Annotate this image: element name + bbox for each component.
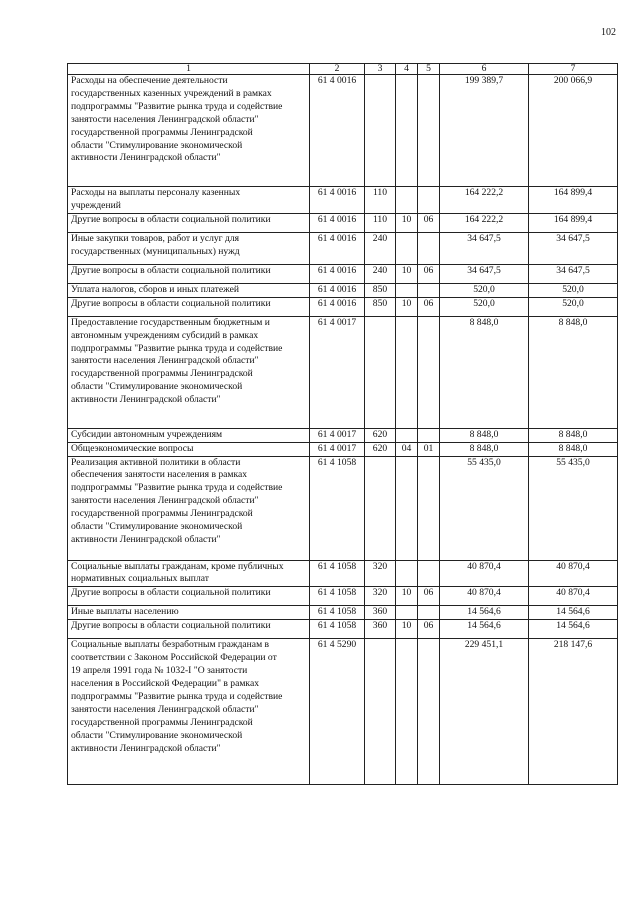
subsection-cell: [418, 560, 440, 587]
amount-year2-cell: 40 870,4: [529, 587, 618, 606]
expense-type-cell: 620: [365, 428, 396, 442]
column-header: 3: [365, 64, 396, 75]
subsection-cell: 06: [418, 587, 440, 606]
target-code-cell: 61 4 1058: [310, 606, 365, 620]
row-description: Другие вопросы в области социальной политики: [68, 620, 310, 639]
expense-type-cell: 320: [365, 587, 396, 606]
amount-year2-cell: 200 066,9: [529, 75, 618, 187]
row-description: Расходы на выплаты персоналу казенных учреждений: [68, 187, 310, 214]
table-row: [68, 560, 618, 587]
page-number: 102: [601, 27, 616, 38]
row-description: Другие вопросы в области социальной политики: [68, 264, 310, 283]
amount-year2-cell: 34 647,5: [529, 264, 618, 283]
section-cell: [396, 606, 418, 620]
row-description: Субсидии автономным учреждениям: [68, 428, 310, 442]
subsection-cell: [418, 187, 440, 214]
column-header: 5: [418, 64, 440, 75]
table-row: [68, 264, 618, 283]
target-code-cell: 61 4 0017: [310, 442, 365, 456]
amount-year1-cell: 14 564,6: [440, 620, 529, 639]
target-code-cell: 61 4 0016: [310, 75, 365, 187]
section-cell: [396, 232, 418, 264]
amount-year2-cell: 55 435,0: [529, 456, 618, 560]
amount-year2-cell: 520,0: [529, 283, 618, 297]
table-row: [68, 213, 618, 232]
section-cell: 04: [396, 442, 418, 456]
column-header: 4: [396, 64, 418, 75]
target-code-cell: 61 4 0016: [310, 213, 365, 232]
subsection-cell: [418, 283, 440, 297]
target-code-cell: 61 4 1058: [310, 456, 365, 560]
amount-year1-cell: 229 451,1: [440, 639, 529, 785]
section-cell: [396, 187, 418, 214]
table-row: [68, 442, 618, 456]
amount-year2-cell: 164 899,4: [529, 187, 618, 214]
target-code-cell: 61 4 1058: [310, 587, 365, 606]
target-code-cell: 61 4 0016: [310, 297, 365, 316]
expense-type-cell: 240: [365, 232, 396, 264]
column-header: 6: [440, 64, 529, 75]
subsection-cell: 01: [418, 442, 440, 456]
section-cell: 10: [396, 264, 418, 283]
amount-year1-cell: 8 848,0: [440, 442, 529, 456]
section-cell: [396, 639, 418, 785]
subsection-cell: [418, 316, 440, 428]
section-cell: 10: [396, 297, 418, 316]
subsection-cell: [418, 606, 440, 620]
target-code-cell: 61 4 0017: [310, 428, 365, 442]
expense-type-cell: [365, 639, 396, 785]
table-row: [68, 232, 618, 264]
table-row: [68, 639, 618, 785]
section-cell: [396, 283, 418, 297]
row-description: Реализация активной политики в области обеспечения занятости населения в рамках подпрограммы "Развитие рынка труда и содействие занятости населения Ленинградской области" государственной программы Ленинградской области "Стимулирование экономической активности Ленинградской области": [68, 456, 310, 560]
amount-year2-cell: 8 848,0: [529, 316, 618, 428]
section-cell: [396, 316, 418, 428]
section-cell: 10: [396, 620, 418, 639]
table-row: [68, 75, 618, 187]
amount-year2-cell: 8 848,0: [529, 428, 618, 442]
expense-type-cell: 850: [365, 283, 396, 297]
section-cell: [396, 75, 418, 187]
row-description: Уплата налогов, сборов и иных платежей: [68, 283, 310, 297]
table-row: [68, 606, 618, 620]
row-description: Другие вопросы в области социальной политики: [68, 297, 310, 316]
expense-type-cell: 240: [365, 264, 396, 283]
target-code-cell: 61 4 5290: [310, 639, 365, 785]
row-description: Иные закупки товаров, работ и услуг для государственных (муниципальных) нужд: [68, 232, 310, 264]
row-description: Социальные выплаты гражданам, кроме публичных нормативных социальных выплат: [68, 560, 310, 587]
table-row: [68, 456, 618, 560]
table-row: [68, 316, 618, 428]
amount-year1-cell: 8 848,0: [440, 428, 529, 442]
target-code-cell: 61 4 0016: [310, 232, 365, 264]
budget-table: [67, 63, 618, 785]
section-cell: [396, 428, 418, 442]
table-row: [68, 283, 618, 297]
table-row: [68, 297, 618, 316]
row-description: Расходы на обеспечение деятельности государственных казенных учреждений в рамках подпрограммы "Развитие рынка труда и содействие занятости населения Ленинградской области" государственной программы Ленинградской области "Стимулирование экономической активности Ленинградской области": [68, 75, 310, 187]
subsection-cell: 06: [418, 213, 440, 232]
expense-type-cell: [365, 456, 396, 560]
amount-year2-cell: 14 564,6: [529, 606, 618, 620]
row-description: Социальные выплаты безработным гражданам в соответствии с Законом Российской Федерации от 19 апреля 1991 года № 1032-I "О занятости населения в Российской Федерации" в рамках подпрограммы "Развитие рынка труда и содействие занятости населения Ленинградской области" государственной программы Ленинградской области "Стимулирование экономической активности Ленинградской области": [68, 639, 310, 785]
expense-type-cell: 360: [365, 620, 396, 639]
amount-year2-cell: 520,0: [529, 297, 618, 316]
amount-year2-cell: 34 647,5: [529, 232, 618, 264]
target-code-cell: 61 4 1058: [310, 560, 365, 587]
target-code-cell: 61 4 0016: [310, 283, 365, 297]
amount-year1-cell: 34 647,5: [440, 232, 529, 264]
amount-year2-cell: 164 899,4: [529, 213, 618, 232]
expense-type-cell: 110: [365, 187, 396, 214]
row-description: Другие вопросы в области социальной политики: [68, 213, 310, 232]
subsection-cell: 06: [418, 264, 440, 283]
row-description: Иные выплаты населению: [68, 606, 310, 620]
row-description: Общеэкономические вопросы: [68, 442, 310, 456]
table-row: [68, 620, 618, 639]
expense-type-cell: 620: [365, 442, 396, 456]
subsection-cell: 06: [418, 620, 440, 639]
amount-year1-cell: 14 564,6: [440, 606, 529, 620]
amount-year2-cell: 8 848,0: [529, 442, 618, 456]
amount-year1-cell: 40 870,4: [440, 587, 529, 606]
target-code-cell: 61 4 0016: [310, 264, 365, 283]
expense-type-cell: 850: [365, 297, 396, 316]
column-header: 7: [529, 64, 618, 75]
subsection-cell: [418, 232, 440, 264]
amount-year1-cell: 520,0: [440, 297, 529, 316]
subsection-cell: [418, 75, 440, 187]
section-cell: [396, 456, 418, 560]
amount-year1-cell: 520,0: [440, 283, 529, 297]
subsection-cell: 06: [418, 297, 440, 316]
expense-type-cell: [365, 316, 396, 428]
target-code-cell: 61 4 1058: [310, 620, 365, 639]
section-cell: 10: [396, 587, 418, 606]
row-description: Предоставление государственным бюджетным и автономным учреждениям субсидий в рамках подпрограммы "Развитие рынка труда и содействие занятости населения Ленинградской области" государственной программы Ленинградской области "Стимулирование экономической активности Ленинградской области": [68, 316, 310, 428]
column-header: 1: [68, 64, 310, 75]
row-description: Другие вопросы в области социальной политики: [68, 587, 310, 606]
section-cell: 10: [396, 213, 418, 232]
section-cell: [396, 560, 418, 587]
amount-year1-cell: 40 870,4: [440, 560, 529, 587]
subsection-cell: [418, 639, 440, 785]
table-row: [68, 187, 618, 214]
table-row: [68, 428, 618, 442]
subsection-cell: [418, 428, 440, 442]
expense-type-cell: [365, 75, 396, 187]
expense-type-cell: 360: [365, 606, 396, 620]
amount-year2-cell: 14 564,6: [529, 620, 618, 639]
amount-year1-cell: 164 222,2: [440, 187, 529, 214]
column-header: 2: [310, 64, 365, 75]
amount-year2-cell: 218 147,6: [529, 639, 618, 785]
amount-year2-cell: 40 870,4: [529, 560, 618, 587]
target-code-cell: 61 4 0016: [310, 187, 365, 214]
target-code-cell: 61 4 0017: [310, 316, 365, 428]
amount-year1-cell: 55 435,0: [440, 456, 529, 560]
table-header-row: [68, 64, 618, 75]
amount-year1-cell: 164 222,2: [440, 213, 529, 232]
expense-type-cell: 320: [365, 560, 396, 587]
amount-year1-cell: 34 647,5: [440, 264, 529, 283]
subsection-cell: [418, 456, 440, 560]
table-row: [68, 587, 618, 606]
amount-year1-cell: 199 389,7: [440, 75, 529, 187]
amount-year1-cell: 8 848,0: [440, 316, 529, 428]
expense-type-cell: 110: [365, 213, 396, 232]
